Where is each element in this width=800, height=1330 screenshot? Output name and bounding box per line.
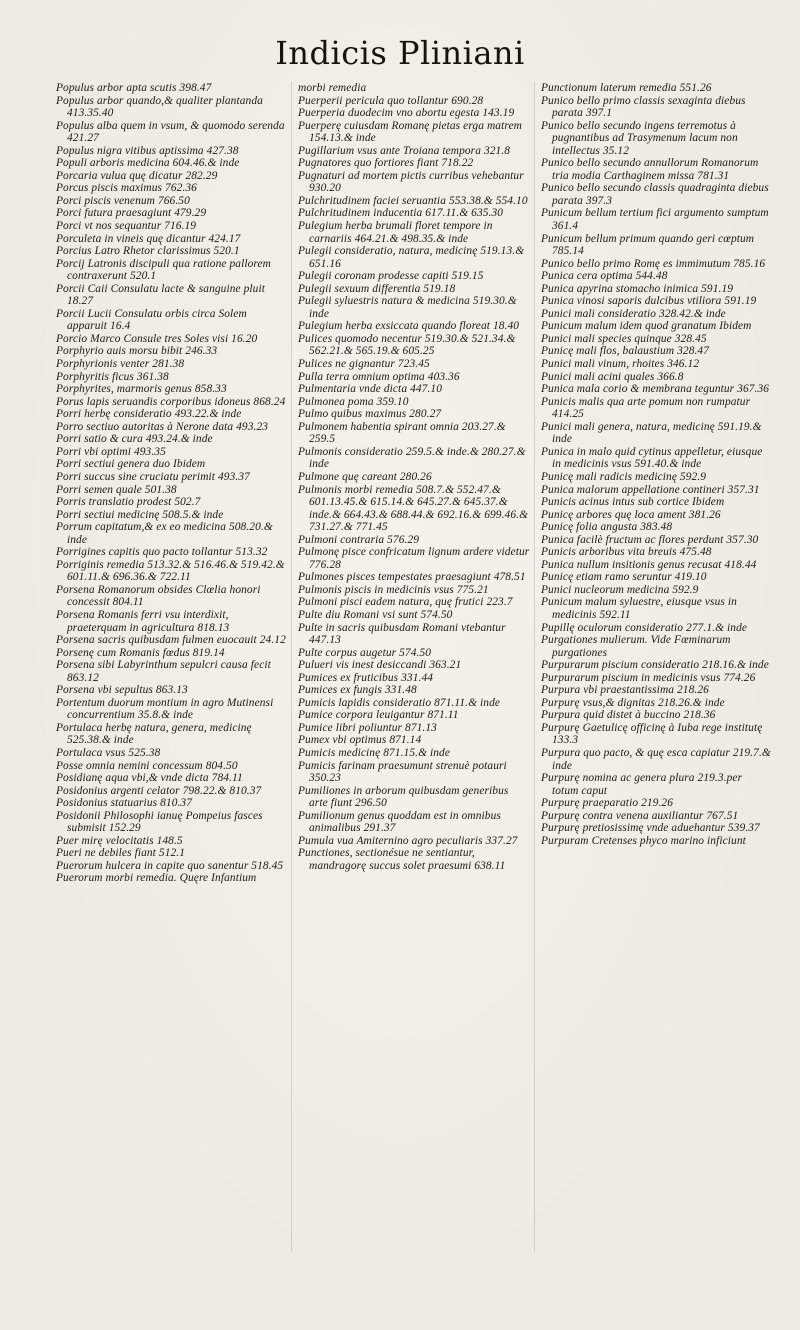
index-entry: Pulegii coronam prodesse capiti 519.15 xyxy=(298,270,484,283)
index-entry: Punico bello secundo classis quadraginta diebus parata 397.3 xyxy=(541,182,769,207)
index-entry: Purpurę pretiosissimę vnde aduehantur 539.37 xyxy=(541,822,760,835)
index-column-2 xyxy=(298,82,530,872)
index-entry: Porcij Latronis discipuli qua ratione pallorem contraxerunt 520.1 xyxy=(56,257,272,283)
index-entry: Punica vinosi saporis dulcibus vtiliora 591.19 xyxy=(541,295,757,308)
index-entry: Puerperii pericula quo tollantur 690.28 xyxy=(298,94,484,107)
index-entry: Punici mali acini quales 366.8 xyxy=(541,370,684,383)
index-entry: Punica in malo quid cytinus appelletur, eiusque in medicinis vsus 591.40.& inde xyxy=(541,445,763,471)
index-entry: Punica mala corio & membrana teguntur 367.36 xyxy=(541,383,770,396)
index-entry: Porrigines capitis quo pacto tollantur 513.32 xyxy=(56,546,268,559)
index-entry: Porsena sacris quibusdam fulmen euocauit 24.12 xyxy=(56,634,286,647)
index-entry: Porcio Marco Consule tres Soles visi 16.20 xyxy=(56,332,258,345)
index-entry: Pugillarium vsus ante Troiana tempora 321.8 xyxy=(298,144,511,157)
index-entry: Purpurę Gaetulicę officinę à Iuba rege institutę 133.3 xyxy=(541,721,763,747)
index-entry: Purpura quo pacto, & quę esca capiatur 219.7.& inde xyxy=(541,746,771,772)
index-entry: Pulegii consideratio, natura, medicinę 519.13.& 651.16 xyxy=(298,245,525,270)
index-entry: Porcii Lucii Consulatu orbis circa Solem apparuit 16.4 xyxy=(56,307,247,333)
index-entry: Pumiliones in arborum quibusdam generibus arte fiunt 296.50 xyxy=(298,784,509,810)
index-entry: Posidonii Philosophi ianuę Pompeius fasces submisit 152.29 xyxy=(56,809,263,835)
index-entry: Purpurarum piscium consideratio 218.16.& inde xyxy=(541,659,769,672)
index-entry: Portentum duorum montium in agro Mutinensi concurrentium 35.8.& inde xyxy=(56,696,274,722)
index-entry: Pugnatores quo fortiores fiant 718.22 xyxy=(298,157,474,170)
index-entry: Punicis acinus intus sub cortice Ibidem xyxy=(541,496,725,509)
index-entry: Pulla terra omnium optima 403.36 xyxy=(298,370,460,383)
index-entry: Punici mali vinum, rhoites 346.12 xyxy=(541,358,700,371)
index-entry: Puerorum hulcera in capite quo sanentur 518.45 xyxy=(56,859,284,872)
index-entry: Porphyrionis venter 281.38 xyxy=(56,358,185,371)
index-entry: Punica apyrina stomacho inimica 591.19 xyxy=(541,282,734,295)
index-entry: Punicę etiam ramo seruntur 419.10 xyxy=(541,571,707,584)
index-entry: Pulchritudinem inducentia 617.11.& 635.30 xyxy=(298,207,504,220)
index-entry: Pulueri vis inest desiccandi 363.21 xyxy=(298,659,462,672)
index-entry: Punicis malis qua arte pomum non rumpatur 414.25 xyxy=(541,395,751,421)
index-entry: Purpurę vsus,& dignitas 218.26.& inde xyxy=(541,696,725,709)
index-entry: Purpurę contra venena auxiliantur 767.51 xyxy=(541,809,739,822)
index-entry: Porci vt nos sequantur 716.19 xyxy=(56,220,197,233)
index-entry: Pumex vbi optimus 871.14 xyxy=(298,734,422,747)
index-entry: Pumicis medicinę 871.15.& inde xyxy=(298,746,450,759)
index-entry: Punici mali species quinque 328.45 xyxy=(541,332,707,345)
index-entry: Purpurę praeparatio 219.26 xyxy=(541,797,674,810)
index-entry: Punctionum laterum remedia 551.26 xyxy=(541,82,712,94)
index-entry: Punicum bellum primum quando geri cœptum 785.14 xyxy=(541,232,755,258)
index-entry: Porro sectiuo autoritas à Nerone data 493.23 xyxy=(56,420,269,433)
index-entry: Punico bello primo classis sexaginta diebus parata 397.1 xyxy=(541,94,746,120)
index-entry: Porphyrites, marmoris genus 858.33 xyxy=(56,383,227,396)
index-entry: Populus alba quem in vsum, & quomodo serenda 421.27 xyxy=(56,119,285,145)
index-entry: Pulmentaria vnde dicta 447.10 xyxy=(298,383,442,396)
index-column-3 xyxy=(541,82,771,847)
index-entry: Pumicis lapidis consideratio 871.11.& inde xyxy=(298,696,501,709)
index-entry: morbi remedia xyxy=(298,82,367,94)
index-entry: Pulmone quę careant 280.26 xyxy=(298,470,432,483)
index-entry: Pumices ex fungis 331.48 xyxy=(298,684,417,697)
index-entry: Punico bello secundo ingens terremotus à pugnantibus ad Trasymenum lacum non intellectus 35.12 xyxy=(541,119,738,157)
index-entry: Puerorum morbi remedia. Quęre Infantium xyxy=(56,872,257,885)
index-entry: Porsena Romanis ferri vsu interdixit, praeterquam in agricultura 818.13 xyxy=(56,608,230,634)
index-entry: Portulaca herbę natura, genera, medicinę 525.38.& inde xyxy=(56,721,252,747)
index-entry: Pulte diu Romani vsi sunt 574.50 xyxy=(298,608,453,621)
index-entry: Porriginis remedia 513.32.& 516.46.& 519.42.& 601.11.& 696.36.& 722.11 xyxy=(56,558,285,584)
index-entry: Posidonius argenti celator 798.22.& 810.37 xyxy=(56,784,262,797)
index-entry: Pulmonem habentia spirant omnia 203.27.& 259.5 xyxy=(298,420,506,446)
index-entry: Purpura quid distet à buccino 218.36 xyxy=(541,709,716,722)
index-entry: Punica nullum insitionis genus recusat 418.44 xyxy=(541,558,757,571)
index-entry: Pumice corpora leuigantur 871.11 xyxy=(298,709,459,722)
index-entry: Pulte in sacris quibusdam Romani vtebantur 447.13 xyxy=(298,621,506,647)
index-entry: Pumicis farinam praesumunt strenuè potauri 350.23 xyxy=(298,759,507,785)
index-entry: Pulegium herba exsiccata quando floreat 18.40 xyxy=(298,320,520,333)
index-entry: Porris translatio prodest 502.7 xyxy=(56,496,201,509)
index-entry: Porculeta in vineis quę dicantur 424.17 xyxy=(56,232,241,245)
index-entry: Punico bello secundo annullorum Romanorum tria modia Carthaginem missa 781.31 xyxy=(541,157,759,182)
index-entry: Porrum capitatum,& ex eo medicina 508.20.& inde xyxy=(56,521,273,546)
index-entry: Punico bello primo Romę es immimutum 785.16 xyxy=(541,257,766,270)
index-entry: Porri satio & cura 493.24.& inde xyxy=(56,433,213,446)
index-entry: Punica facilè fructum ac flores perdunt 357.30 xyxy=(541,533,759,546)
index-entry: Pumula vua Amiternino agro peculiaris 337.27 xyxy=(298,834,518,847)
index-entry: Punicę mali flos, balaustium 328.47 xyxy=(541,345,710,358)
index-entry: Populi arboris medicina 604.46.& inde xyxy=(56,157,240,170)
index-entry: Punica cera optima 544.48 xyxy=(541,270,668,283)
index-entry: Purpurarum piscium in medicinis vsus 774.26 xyxy=(541,671,756,684)
index-entry: Populus arbor apta scutis 398.47 xyxy=(56,82,212,94)
index-entry: Pulmonis consideratio 259.5.& inde.& 280.27.& inde xyxy=(298,445,526,471)
index-entry: Punica malorum appellatione contineri 357.31 xyxy=(541,483,760,496)
index-column-1 xyxy=(56,82,288,885)
index-entry: Pulices quomodo necentur 519.30.& 521.34.& 562.21.& 565.19.& 605.25 xyxy=(298,332,516,358)
index-entry: Puerperia duodecim vno abortu egesta 143.19 xyxy=(298,107,515,120)
index-entry: Pulmoni contraria 576.29 xyxy=(298,533,420,546)
index-entry: Punicum malum idem quod granatum Ibidem xyxy=(541,320,752,333)
index-entry: Porsena Romanorum obsides Clœlia honori concessit 804.11 xyxy=(56,583,261,609)
index-entry: Porsena vbi sepultus 863.13 xyxy=(56,684,188,697)
index-entry: Pulegii syluestris natura & medicina 519.30.& inde xyxy=(298,295,517,320)
index-entry: Punicę mali radicis medicinę 592.9 xyxy=(541,470,707,483)
index-entry: Punici nucleorum medicina 592.9 xyxy=(541,583,699,596)
index-entry: Posse omnia nemini concessum 804.50 xyxy=(56,759,238,772)
index-entry: Punici mali consideratio 328.42.& inde xyxy=(541,307,726,320)
index-entry: Pueri ne debiles fiant 512.1 xyxy=(56,847,186,860)
index-entry: Porri vbi optimi 493.35 xyxy=(56,445,166,458)
index-entry: Porsena sibi Labyrinthum sepulcri causa fecit 863.12 xyxy=(56,659,271,684)
index-entry: Porcaria vulua quę dicatur 282.29 xyxy=(56,169,218,182)
index-entry: Populus arbor quando,& qualiter plantanda 413.35.40 xyxy=(56,94,263,120)
index-entry: Punicę folia angusta 383.48 xyxy=(541,521,673,534)
index-entry: Punicum bellum tertium fici argumento sumptum 361.4 xyxy=(541,207,769,233)
index-entry: Pumilionum genus quoddam est in omnibus animalibus 291.37 xyxy=(298,809,501,835)
index-entry: Portulaca vsus 525.38 xyxy=(56,746,161,759)
index-entry: Porcii Caii Consulatu lacte & sanguine pluit 18.27 xyxy=(56,282,266,308)
index-entry: Pulegium herba brumali floret tempore in carnariis 464.21.& 498.35.& inde xyxy=(298,220,493,245)
index-entry: Pulmonis piscis in medicinis vsus 775.21 xyxy=(298,583,489,596)
index-entry: Puer mirę velocitatis 148.5 xyxy=(56,834,183,847)
index-entry: Porphyrio auis morsu bibit 246.33 xyxy=(56,345,218,358)
index-entry: Porus lapis seruandis corporibus idoneus 868.24 xyxy=(56,395,286,408)
index-entry: Punicis arboribus vita breuis 475.48 xyxy=(541,546,712,559)
index-entry: Porci piscis venenum 766.50 xyxy=(56,194,190,207)
index-entry: Posidianę aqua vbi,& vnde dicta 784.11 xyxy=(56,772,243,785)
index-entry: Purpurę nomina ac genera plura 219.3.per totum caput xyxy=(541,772,743,797)
index-entry: Populus nigra vitibus aptissima 427.38 xyxy=(56,144,239,157)
index-entry: Porsenę cum Romanis fœdus 819.14 xyxy=(56,646,225,659)
index-entry: Purpuram Cretenses phyco marino inficiunt xyxy=(541,834,746,847)
index-entry: Purgationes mulierum. Vide Fœminarum purgationes xyxy=(541,634,731,659)
index-entry: Punici mali genera, natura, medicinę 591.19.& inde xyxy=(541,420,762,446)
index-entry: Pugnaturi ad mortem pictis curribus vehebantur 930.20 xyxy=(298,169,524,195)
index-entry: Pulmonis morbi remedia 508.7.& 552.47.& 601.13.45.& 615.14.& 645.27.& 645.37.& inde.& 664.43.& 688.44.& 692.16.& 699.46.& 731.27.& 771.45 xyxy=(298,483,529,534)
index-entry: Pumices ex fruticibus 331.44 xyxy=(298,671,434,684)
index-entry: Punctiones, sectionésue ne sentiantur, mandragorę succus solet praesumi 638.11 xyxy=(298,847,506,872)
index-entry: Pulchritudinem faciei seruantia 553.38.& 554.10 xyxy=(298,194,528,207)
index-entry: Pupillę oculorum consideratio 277.1.& inde xyxy=(541,621,748,634)
index-entry: Pulegii sexuum differentia 519.18 xyxy=(298,282,456,295)
index-entry: Punicę arbores quę loca ament 381.26 xyxy=(541,508,721,521)
index-entry: Pulmoni pisci eadem natura, quę frutici 223.7 xyxy=(298,596,513,609)
index-entry: Porphyritis ficus 361.38 xyxy=(56,370,169,383)
index-entry: Pulices ne gignantur 723.45 xyxy=(298,358,430,371)
index-entry: Pulmones pisces tempestates praesagiunt 478.51 xyxy=(298,571,526,584)
running-head-title: Indicis Pliniani xyxy=(275,34,525,72)
index-entry: Porri semen quale 501.38 xyxy=(56,483,177,496)
index-entry: Pulmo quibus maximus 280.27 xyxy=(298,408,442,421)
index-entry: Porri herbę consideratio 493.22.& inde xyxy=(56,408,242,421)
index-entry: Pulte corpus augetur 574.50 xyxy=(298,646,432,659)
index-entry: Purpura vbi praestantissima 218.26 xyxy=(541,684,709,697)
index-entry: Posidonius statuarius 810.37 xyxy=(56,797,193,810)
index-entry: Porri sectiui medicinę 508.5.& inde xyxy=(56,508,224,521)
index-entry: Pulmonę pisce confricatum lignum ardere videtur 776.28 xyxy=(298,546,530,571)
index-entry: Porcus piscis maximus 762.36 xyxy=(56,182,197,195)
index-entry: Punicum malum syluestre, eiusque vsus in medicinis 592.11 xyxy=(541,596,737,621)
index-entry: Puerperę cuiusdam Romanę pietas erga matrem 154.13.& inde xyxy=(298,119,522,145)
index-entry: Porri succus sine cruciatu perimit 493.37 xyxy=(56,470,250,483)
index-entry: Porci futura praesagiunt 479.29 xyxy=(56,207,207,220)
index-entry: Pulmonea poma 359.10 xyxy=(298,395,409,408)
index-entry: Porri sectiui genera duo Ibidem xyxy=(56,458,206,471)
index-entry: Pumice libri poliuntur 871.13 xyxy=(298,721,437,734)
index-entry: Porcius Latro Rhetor clarissimus 520.1 xyxy=(56,245,240,258)
